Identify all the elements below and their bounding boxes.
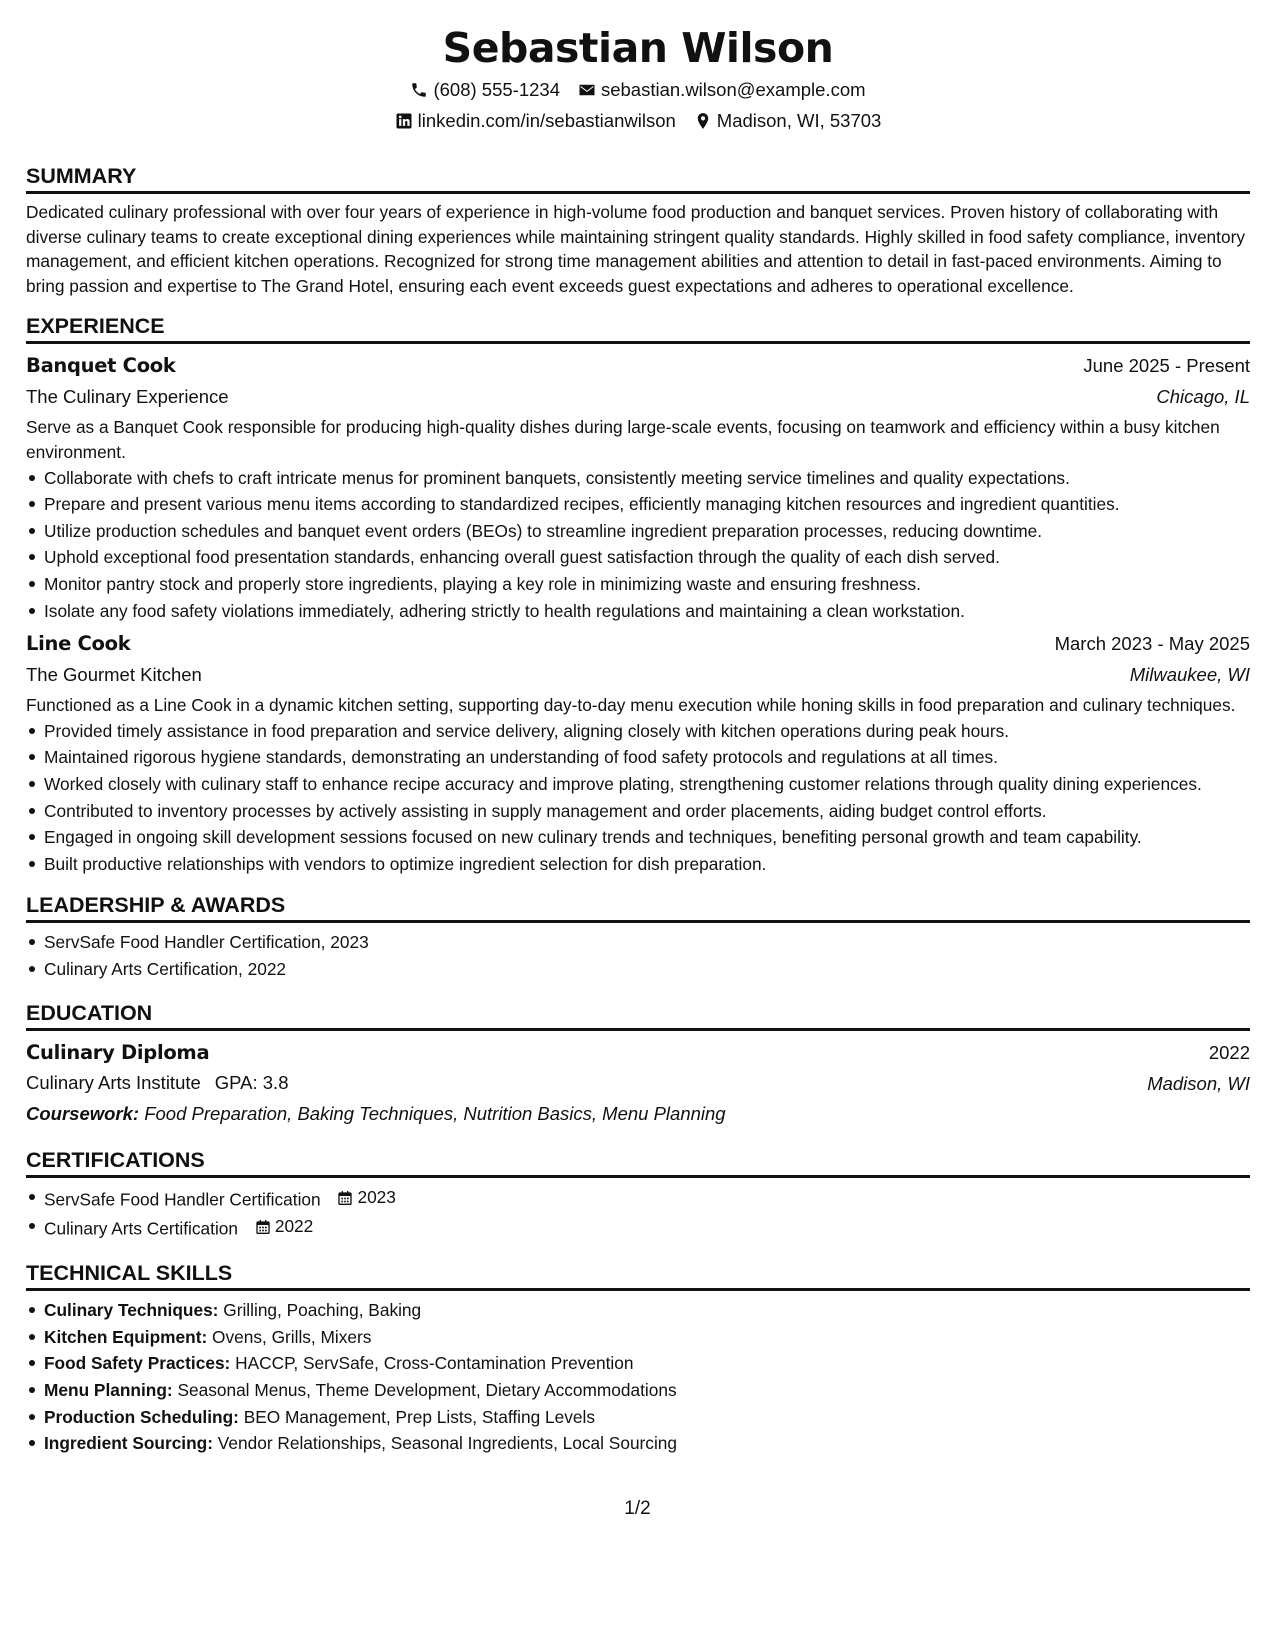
cert-name: Culinary Arts Certification: [44, 1218, 239, 1239]
job-bullets: [26, 465, 1250, 625]
cert-year: 2023: [357, 1187, 396, 1208]
contact-email[interactable]: [578, 74, 866, 105]
linkedin-text[interactable]: linkedin.com/in/sebastianwilson: [417, 110, 676, 131]
resume-page: [26, 22, 1250, 1457]
leadership-list: [26, 929, 1250, 982]
skill-value: Ovens, Grills, Mixers: [212, 1326, 372, 1347]
list-item: Engaged in ongoing skill development sessions focused on new culinary trends and techniques, benefiting personal growth and team capability.: [26, 824, 1250, 851]
job-bullets: [26, 718, 1250, 878]
school-info: [26, 1068, 289, 1099]
job-entry: [26, 350, 1250, 624]
list-item: Prepare and present various menu items according to standardized recipes, efficiently managing kitchen resources and ingredient quantities.: [26, 491, 1250, 518]
linkedin-icon: [395, 112, 413, 130]
envelope-icon: [578, 81, 596, 99]
job-description: Serve as a Banquet Cook responsible for producing high-quality dishes during large-scale events, focusing on teamwork and efficiency within a busy kitchen environment.: [26, 417, 1220, 462]
contact-row-1: [26, 74, 1250, 105]
job-entry: [26, 628, 1250, 877]
list-item: Built productive relationships with vendors to optimize ingredient selection for dish preparation.: [26, 851, 1250, 878]
degree-year: 2022: [1208, 1042, 1250, 1064]
job-location: Milwaukee, WI: [1129, 664, 1250, 686]
coursework-label: Coursework:: [26, 1103, 140, 1125]
skills-section: [26, 1259, 1250, 1457]
email-text[interactable]: sebastian.wilson@example.com: [600, 79, 866, 100]
list-item: Monitor pantry stock and properly store ingredients, playing a key role in minimizing waste and ensuring freshness.: [26, 571, 1250, 598]
resume-header: [26, 22, 1250, 136]
skill-label: Menu Planning:: [44, 1380, 173, 1401]
list-item: [26, 1350, 1250, 1377]
certifications-list: [26, 1184, 1250, 1242]
summary-heading: SUMMARY: [26, 162, 1250, 194]
job-description: Functioned as a Line Cook in a dynamic kitchen setting, supporting day-to-day menu execution while honing skills in food preparation and culinary techniques.: [26, 695, 1236, 716]
experience-section: [26, 312, 1250, 877]
job-subhead: [26, 381, 1250, 412]
skill-label: Food Safety Practices:: [44, 1353, 231, 1374]
summary-section: [26, 162, 1250, 298]
education-subhead: [26, 1068, 1250, 1099]
list-item: Worked closely with culinary staff to enhance recipe accuracy and improve plating, strengthening customer relations through quality dining experiences.: [26, 771, 1250, 798]
skill-label: Production Scheduling:: [44, 1406, 239, 1427]
list-item: [26, 1324, 1250, 1351]
calendar-icon: [255, 1219, 271, 1235]
school-name: Culinary Arts Institute: [26, 1072, 201, 1094]
contact-row-2: [26, 105, 1250, 136]
list-item: [26, 1377, 1250, 1404]
list-item: [26, 1184, 1250, 1213]
job-title: Line Cook: [26, 632, 131, 656]
calendar-icon: [337, 1190, 353, 1206]
list-item: [26, 1404, 1250, 1431]
coursework-text: Food Preparation, Baking Techniques, Nutrition Basics, Menu Planning: [144, 1103, 726, 1125]
skill-value: Grilling, Poaching, Baking: [223, 1300, 422, 1321]
leadership-heading: LEADERSHIP & AWARDS: [26, 891, 1250, 923]
gpa-text: GPA: 3.8: [214, 1072, 289, 1094]
skills-heading: TECHNICAL SKILLS: [26, 1259, 1250, 1291]
job-company: The Culinary Experience: [26, 386, 229, 408]
contact-location: [694, 105, 882, 136]
summary-text: Dedicated culinary professional with over four years of experience in high-volume food production and banquet services. Proven history of collaborating with diverse culinary teams to create exceptional dining experiences while maintaining stringent quality standards. Highly skilled in food safety compliance, inventory management, and efficient kitchen operations. Recognized for strong time management abilities and attention to detail in fast-paced environments. Aiming to bring passion and expertise to The Grand Hotel, ensuring each event exceeds guest expectations and adheres to operational excellence.: [26, 202, 1245, 296]
list-item: Culinary Arts Certification, 2022: [26, 956, 1250, 983]
list-item: Contributed to inventory processes by actively assisting in supply management and order placements, aiding budget control efforts.: [26, 798, 1250, 825]
skill-label: Kitchen Equipment:: [44, 1326, 208, 1347]
list-item: [26, 1430, 1250, 1457]
phone-text: (608) 555-1234: [433, 79, 560, 100]
skill-value: Seasonal Menus, Theme Development, Dietary Accommodations: [177, 1380, 677, 1401]
certifications-section: [26, 1146, 1250, 1242]
cert-date: [255, 1213, 313, 1240]
list-item: [26, 1297, 1250, 1324]
leadership-section: [26, 891, 1250, 982]
job-subhead: [26, 659, 1250, 690]
phone-icon: [410, 81, 428, 99]
contact-linkedin[interactable]: [395, 105, 676, 136]
school-location: Madison, WI: [1147, 1073, 1250, 1095]
cert-name: ServSafe Food Handler Certification: [44, 1189, 321, 1210]
certifications-heading: CERTIFICATIONS: [26, 1146, 1250, 1178]
education-section: [26, 999, 1250, 1129]
experience-heading: EXPERIENCE: [26, 312, 1250, 344]
skill-value: Vendor Relationships, Seasonal Ingredients, Local Sourcing: [217, 1433, 678, 1454]
coursework-line: [26, 1099, 1250, 1129]
skill-value: BEO Management, Prep Lists, Staffing Levels: [243, 1406, 595, 1427]
education-head: [26, 1037, 1250, 1068]
list-item: Uphold exceptional food presentation standards, enhancing overall guest satisfaction through the quality of each dish served.: [26, 544, 1250, 571]
list-item: Isolate any food safety violations immediately, adhering strictly to health regulations and maintaining a clean workstation.: [26, 598, 1250, 625]
job-head: [26, 628, 1250, 659]
job-dates: March 2023 - May 2025: [1054, 633, 1250, 655]
list-item: [26, 1213, 1250, 1242]
location-text: Madison, WI, 53703: [716, 110, 882, 131]
contact-phone: [410, 74, 560, 105]
list-item: Collaborate with chefs to craft intricate menus for prominent banquets, consistently meeting service timelines and quality expectations.: [26, 465, 1250, 492]
job-company: The Gourmet Kitchen: [26, 664, 202, 686]
list-item: Utilize production schedules and banquet event orders (BEOs) to streamline ingredient preparation processes, reducing downtime.: [26, 518, 1250, 545]
list-item: Maintained rigorous hygiene standards, demonstrating an understanding of food safety protocols and regulations at all times.: [26, 744, 1250, 771]
list-item: Provided timely assistance in food preparation and service delivery, aligning closely with kitchen operations during peak hours.: [26, 718, 1250, 745]
job-head: [26, 350, 1250, 381]
page-number: 1/2: [624, 1498, 651, 1519]
map-pin-icon: [694, 112, 712, 130]
job-location: Chicago, IL: [1156, 386, 1250, 408]
skill-label: Ingredient Sourcing:: [44, 1433, 213, 1454]
degree-title: Culinary Diploma: [26, 1041, 210, 1065]
cert-date: [337, 1184, 395, 1211]
skill-label: Culinary Techniques:: [44, 1300, 219, 1321]
job-title: Banquet Cook: [26, 354, 176, 378]
cert-year: 2022: [274, 1216, 314, 1237]
candidate-name: Sebastian Wilson: [442, 24, 834, 72]
job-dates: June 2025 - Present: [1083, 355, 1250, 377]
list-item: ServSafe Food Handler Certification, 2023: [26, 929, 1250, 956]
education-heading: EDUCATION: [26, 999, 1250, 1031]
skills-list: [26, 1297, 1250, 1457]
skill-value: HACCP, ServSafe, Cross-Contamination Prevention: [235, 1353, 634, 1374]
